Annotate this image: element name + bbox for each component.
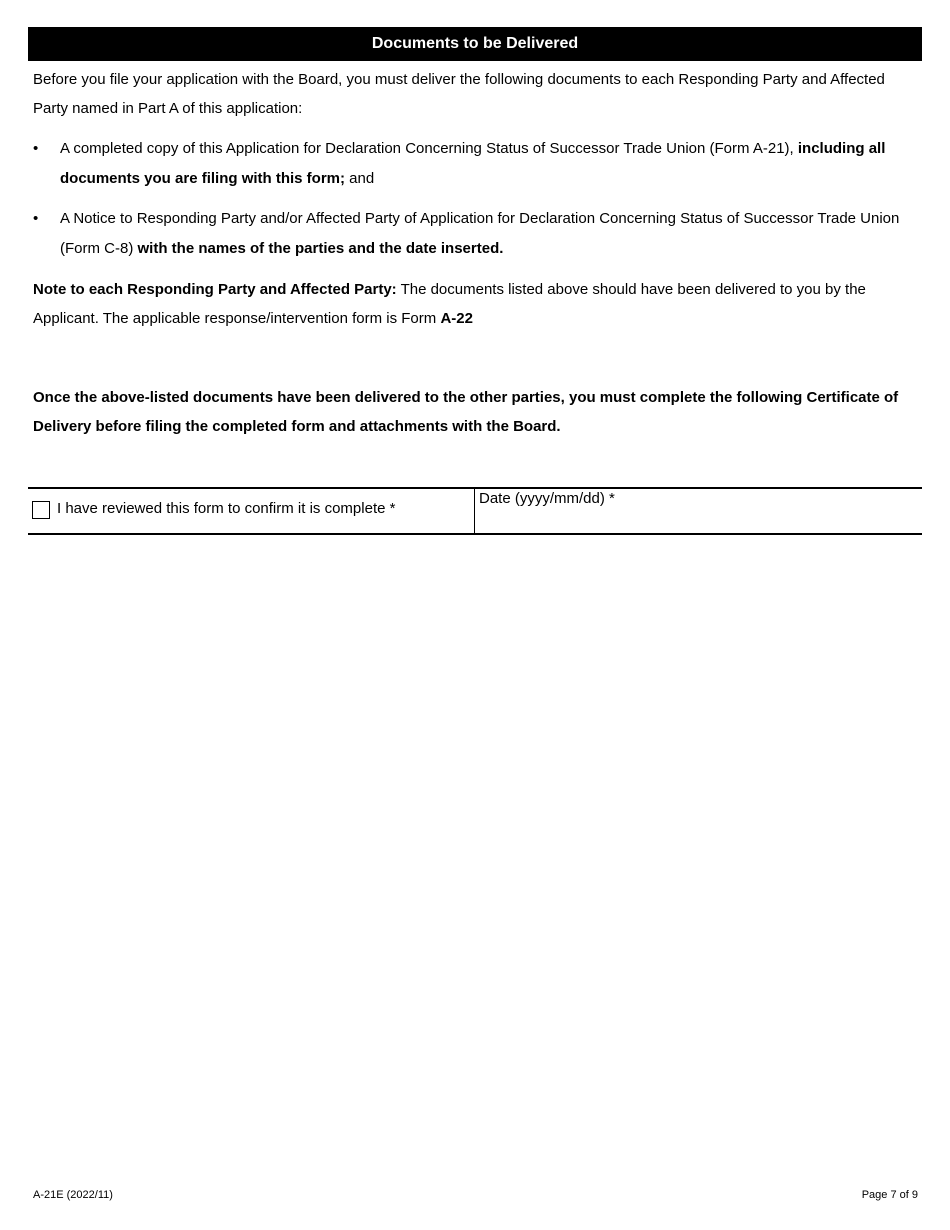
note-paragraph: Note to each Responding Party and Affected Party: The documents listed above should have been delivered to you by the Applicant. The applicable response/intervention form is Form A-22	[33, 281, 866, 327]
review-cell	[28, 489, 475, 533]
instruction-paragraph: Once the above-listed documents have been delivered to the other parties, you must complete the following Certificate of Delivery before filing the completed form and attachments with the Board.	[33, 389, 899, 435]
section-header	[28, 27, 922, 61]
bullet-text-2: A Notice to Responding Party and/or Affected Party of Application for Declaration Concerning Status of Successor Trade Union (Form C-8) with the names of the parties and the date inserted.	[60, 210, 900, 257]
bullet-icon: •	[33, 140, 39, 157]
date-field[interactable]	[479, 511, 915, 529]
bullet-text-1: A completed copy of this Application for Declaration Concerning Status of Successor Trade Union (Form A-21), including all documents you are filing with this form; and	[60, 140, 886, 187]
form-code: A-21E (2022/11)	[33, 1189, 113, 1201]
review-checkbox-label: I have reviewed this form to confirm it is complete *	[57, 500, 396, 517]
intro-paragraph: Before you file your application with the Board, you must deliver the following documents to each Responding Party and Affected Party named in Part A of this application:	[33, 71, 885, 117]
review-checkbox[interactable]	[32, 501, 50, 519]
certificate-row	[28, 487, 922, 535]
bullet-icon: •	[33, 210, 39, 227]
date-label: Date (yyyy/mm/dd) *	[479, 490, 615, 507]
section-title: Documents to be Delivered	[371, 35, 579, 52]
date-cell	[475, 489, 922, 533]
page-number: Page 7 of 9	[861, 1189, 918, 1201]
